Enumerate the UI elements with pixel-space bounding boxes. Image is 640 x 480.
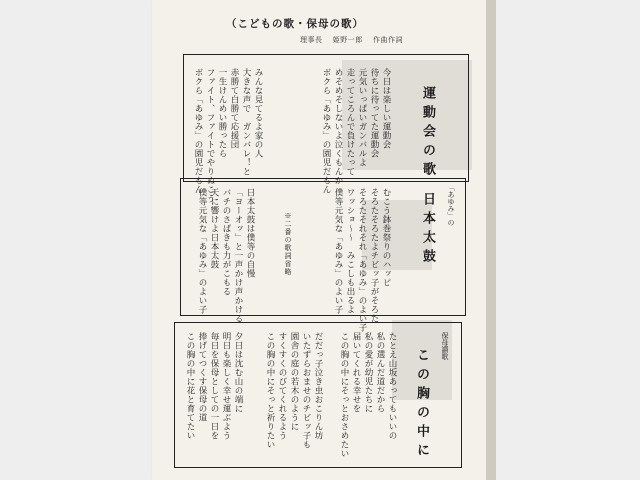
verse-line: いたずらおませのチビッ子も [301, 332, 311, 449]
page-title: （こどもの歌・保母の歌） [226, 18, 364, 30]
verse-line: 元気いっぱいガンバルよ [357, 68, 367, 167]
song-title: 運動会の歌 [420, 86, 435, 181]
verse-line: 天に響けよ日本太鼓 [209, 188, 219, 269]
verse-line: 私の選んだ道だから [375, 332, 385, 413]
verse-line: ワッショ〜〜 みこしも出るよ [345, 188, 355, 314]
page-edge [486, 0, 496, 480]
verse-line: 僕等元気な「あゆみ」のよい子 [333, 188, 343, 314]
song-title: 日本太鼓 [420, 192, 435, 268]
verse-line: 夕日は沈む山の端に [233, 332, 243, 413]
verse-line: ボクら「あゆみ」の園児だもん [321, 68, 331, 194]
verse-line: めそめそしないよ泣くもんか [333, 68, 343, 185]
verse-line: 一生けんめい勝ったら [217, 68, 227, 158]
verse-line: 「ヨーオッ」と一声かけ声かける [233, 188, 243, 323]
verse-line: 私の愛が幼児たちに [363, 332, 373, 413]
verse-line: ファイト、ファイトでやりぬこう [205, 68, 215, 203]
verse-line: 僕等元気な「あゆみ」のよい子 [197, 188, 207, 314]
verse-line: 今日は楽しい運動会 [381, 68, 391, 149]
song-title: この胸の中に [414, 348, 429, 462]
verse-line: この胸の中に花と育てたい [185, 332, 195, 440]
song-subtitle: 保母讃歌 [441, 332, 449, 360]
verse-line: 毎日を保母としての一日を [209, 332, 219, 440]
verse-line: バチのさばきも力がこもる [221, 188, 231, 296]
verse-line: むこう鉢巻祭りのハッピ [381, 188, 391, 287]
song-subtitle: 「あゆみ」の [447, 184, 455, 226]
verse-line: そろたそろたよチビッ子がそろた [369, 188, 379, 323]
verse-line: すくすくのびてくれるよう [277, 332, 287, 440]
verse-line: ボクら「あゆみ」の園児だもん [193, 68, 203, 194]
verse-line: 明日も楽しく幸せ運ぶよう [221, 332, 231, 440]
verse-line: 待ちに待ってた運動会 [369, 68, 379, 158]
verse-line: この胸の中にそっとおさめたい [339, 332, 349, 458]
verse-line: 届いてくれる幸せを [351, 332, 361, 413]
lyric-note: ※二番の歌詞省略 [284, 212, 292, 276]
verse-line: 捧げてつくす保母の道 [197, 332, 207, 422]
verse-line: 園舎の庭の若木のように [289, 332, 299, 431]
verse-line: だだっ子泣き虫おこりん坊 [313, 332, 323, 440]
verse-line: 日本太鼓は僕等の自慢 [245, 188, 255, 278]
verse-line: 赤勝て白勝て応援団 [229, 68, 239, 149]
verse-line: たとえ山坂あってもいいの [387, 332, 397, 440]
verse-line: 走ってころんで負けたって [345, 68, 355, 176]
author-credit: 理事長 姫野一郎 作曲作詞 [300, 36, 403, 44]
verse-line: この胸の中にそっと祈りたい [265, 332, 275, 449]
verse-line: 大きな声で ガンバレ！と [241, 68, 251, 176]
verse-line: そろたそれそれ「あゆみ」のよい子 [357, 188, 367, 332]
verse-line: みんな見てるよ家の人 [253, 68, 263, 158]
